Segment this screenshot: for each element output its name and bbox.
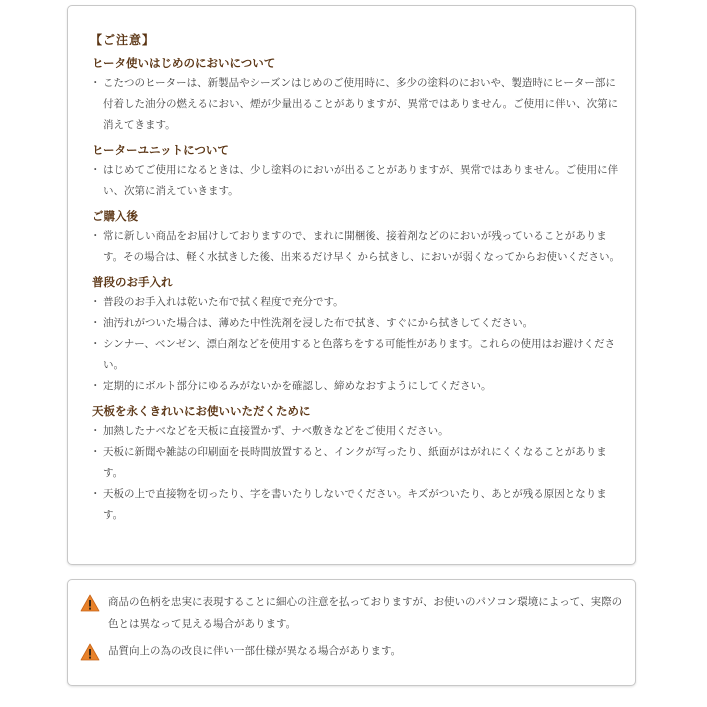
section-heading: ヒーターユニットについて [92,143,229,157]
list-item: ・ 天板の上で直接物を切ったり、字を書いたりしないでください。キズがついたり、あとが残る原因となります。 [94,484,621,526]
warning-row [80,594,625,635]
section-items [90,73,621,136]
list-item: ・ 油汚れがついた場合は、薄めた中性洗剤を浸した布で拭き、すぐにから拭きしてください。 [94,313,621,334]
warning-triangle-icon [80,643,100,661]
section-items [90,226,621,268]
warning-text: 品質向上の為の改良に伴い一部仕様が異なる場合があります。 [108,645,402,657]
warning-row [80,643,625,662]
list-item: ・ 定期的にボルト部分にゆるみがないかを確認し、締めなおすようにしてください。 [94,376,621,397]
notice-section-heater-smell [90,55,621,136]
section-items [90,160,621,202]
notice-section-after-purchase [90,208,621,268]
list-item: ・ はじめてご使用になるときは、少し塗料のにおいが出ることがありますが、異常ではありません。ご使用に伴い、次第に消えていきます。 [94,160,621,202]
warning-panel [67,579,636,686]
section-heading: 天板を永くきれいにお使いいただくために [92,404,311,418]
warning-text: 商品の色柄を忠実に表現することに細心の注意を払っておりますが、お使いのパソコン環境によって、実際の色とは異なって見える場合があります。 [108,596,623,630]
list-item: ・ こたつのヒーターは、新製品やシーズンはじめのご使用時に、多少の塗料のにおいや、製造時にヒーター部に付着した油分の燃えるにおい、煙が少量出ることがありますが、異常ではありません。ご使用に伴い、次第に消えてきます。 [94,73,621,136]
section-heading: 普段のお手入れ [92,275,173,289]
list-item: ・ シンナー、ベンゼン、漂白剤などを使用すると色落ちをする可能性があります。これらの使用はお避けください。 [94,334,621,376]
list-item: ・ 普段のお手入れは乾いた布で拭く程度で充分です。 [94,292,621,313]
section-heading: ヒータ使いはじめのにおいについて [92,56,276,70]
list-item: ・ 天板に新聞や雑誌の印刷面を長時間放置すると、インクが写ったり、紙面がはがれにくくなることがあります。 [94,442,621,484]
notice-section-daily-care [90,274,621,397]
list-item: ・ 常に新しい商品をお届けしておりますので、まれに開梱後、接着剤などのにおいが残っていることがあります。その場合は、軽く水拭きした後、出来るだけ早く から拭きし、においが弱くなってからお使いください。 [94,226,621,268]
notice-panel [67,5,636,565]
list-item: ・ 加熱したナベなどを天板に直接置かず、ナベ敷きなどをご使用ください。 [94,421,621,442]
notice-section-tabletop-care [90,403,621,526]
section-items [90,421,621,526]
notice-section-heater-unit [90,142,621,202]
section-heading: ご購入後 [92,209,138,223]
notice-title: 【ご注意】 [90,33,156,47]
warning-triangle-icon [80,594,100,612]
section-items [90,292,621,397]
